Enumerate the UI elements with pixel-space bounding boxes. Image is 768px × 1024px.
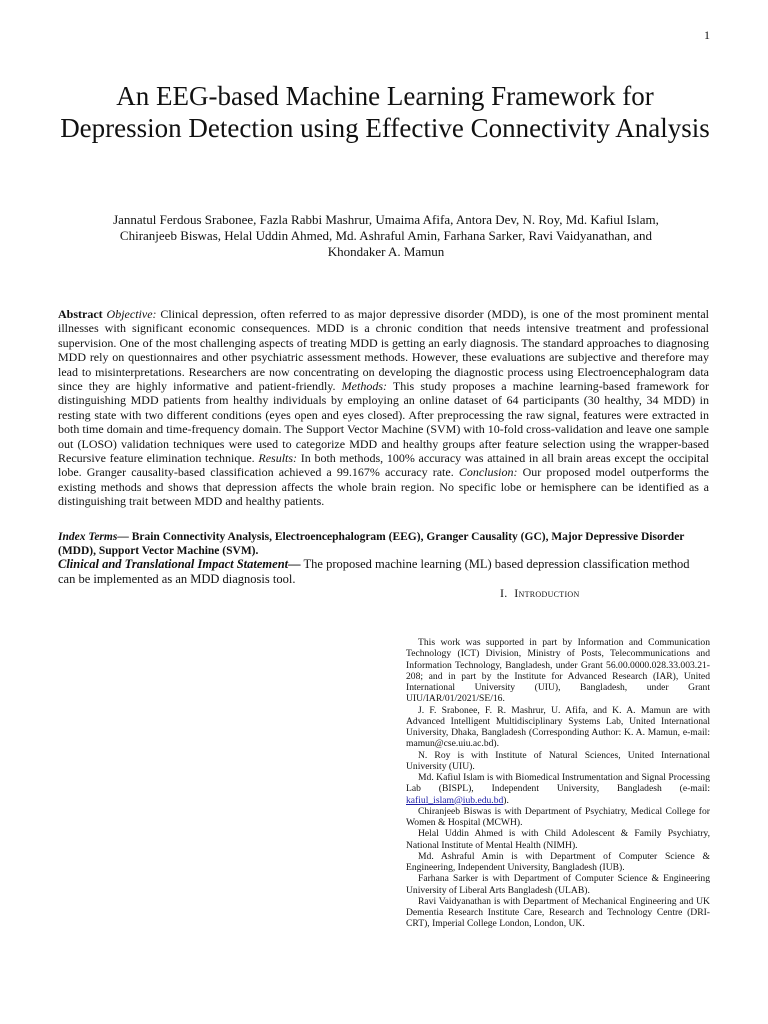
index-terms-label: Index Terms— (58, 531, 129, 543)
email-link[interactable]: kafiul_islam@iub.edu.bd (406, 794, 504, 806)
footnote-srabonee: J. F. Srabonee, F. R. Mashrur, U. Afifa, and K. A. Mamun are with Advanced Intelligent Multidisciplinary Systems Lab, United International University, Dhaka, Bangladesh (Corresponding Author: K. A. Mamun, e-mail: mamun@cse.uiu.ac.bd). (406, 704, 710, 750)
conclusion-label: Conclusion: (458, 465, 518, 480)
objective-text: Clinical depression, often referred to as major depressive disorder (MDD), is one of the most prominent mental illnesses with significant economic consequences. MDD is a chronic condition that needs intensive treatment and professional supervision. One of the most challenging aspects of treating MDD is getting an early diagnosis. The standard approaches to diagnosing MDD rely on questionnaires and other psychiatric assessment methods. However, these evaluations are subjective and therefore may lead to misinterpretations. Researchers are now concentrating on developing the diagnostic process using Electroencephalogram data since they are highly informative and patient-friendly. (58, 307, 710, 394)
index-terms-text: Brain Connectivity Analysis, Electroencephalogram (EEG), Granger Causality (GC), Major Depressive Disorder (MDD), Support Vector Machine (SVM). (58, 531, 685, 557)
abstract (58, 307, 709, 509)
footnote-amin: Md. Ashraful Amin is with Department of Computer Science & Engineering, Independent University, Bangladesh (IUB). (406, 850, 710, 873)
section-numeral: I. (500, 586, 508, 600)
objective-label: Objective: (106, 307, 157, 321)
impact-text: The proposed machine learning (ML) based depression classification method can be implemented as an MDD diagnosis tool. (58, 557, 690, 586)
footnote-islam-text: Md. Kafiul Islam is with Biomedical Instrumentation and Signal Processing Lab (BISPL), Independent University, Bangladesh (e-mail: (406, 772, 710, 795)
footnote-vaidyanathan: Ravi Vaidyanathan is with Department of Mechanical Engineering and UK Dementia Research Institute Care, Research and Technology Centre (DRI-CRT), Imperial College London, London, UK. (406, 895, 710, 930)
footnote-funding: This work was supported in part by Information and Communication Technology (ICT) Division, Ministry of Posts, Telecommunications and Information Technology, Bangladesh, under Grant 56.00.0000.028.33.003.21-208; and in part by the Institute for Advanced Research (IAR), United International University (UIU), Bangladesh, under Grant UIU/IAR/01/2021/SE/16. (406, 637, 710, 705)
index-terms (58, 531, 709, 558)
methods-label: Methods: (341, 379, 387, 394)
page-number: 1 (704, 28, 710, 42)
impact-label: Clinical and Translational Impact Statement— (58, 557, 301, 571)
section-heading-introduction (500, 586, 660, 600)
methods-text: This study proposes a machine learning-based framework for distinguishing MDD patients from healthy individuals by employing an online dataset of 64 participants (30 healthy, 34 MDD) in resting state with two different conditions (eyes open and eyes closed). After preprocessing the raw signal, features were extracted in both time domain and time-frequency domain. The Support Vector Machine (SVM) with 10-fold cross-validation and leave one sample out (LOSO) validation techniques were used to categorize MDD and healthy groups after feature selection using the wrapper-based Recursive feature elimination technique. (58, 379, 709, 466)
paper-title: An EEG-based Machine Learning Framework for Depression Detection using Effective Connectivity Analysis (60, 81, 710, 143)
footnote-ahmed: Helal Uddin Ahmed is with Child Adolescent & Family Psychiatry, National Institute of Mental Health (NIMH). (406, 828, 710, 851)
footnotes (406, 637, 710, 930)
author-list: Jannatul Ferdous Srabonee, Fazla Rabbi Mashrur, Umaima Afifa, Antora Dev, N. Roy, Md. Kafiul Islam, Chiranjeeb Biswas, Helal Uddin Ahmed, Md. Ashraful Amin, Farhana Sarker, Ravi Vaidyanathan, and Khondaker A. Mamun (113, 212, 659, 259)
results-label: Results: (258, 451, 298, 466)
footnote-sarker: Farhana Sarker is with Department of Computer Science & Engineering University of Liberal Arts Bangladesh (ULAB). (406, 873, 710, 896)
section-title: Introduction (514, 586, 580, 600)
footnote-biswas: Chiranjeeb Biswas is with Department of Psychiatry, Medical College for Women & Hospital (MCWH). (406, 805, 710, 828)
results-text: In both methods, 100% accuracy was attained in all brain areas except the occipital lobe. Granger causality-based classification achieved a 99.167% accuracy rate. (58, 451, 710, 480)
conclusion-text: Our proposed model outperforms the existing methods and shows that depression affects the whole brain region. No specific lobe or hemisphere can be identified as a distinguishing trait between MDD and healthy patients. (58, 465, 709, 509)
footnote-islam (406, 772, 710, 806)
abstract-heading: Abstract (58, 307, 103, 321)
footnote-islam-suffix: ). (503, 794, 509, 806)
impact-statement (58, 557, 709, 587)
footnote-roy: N. Roy is with Institute of Natural Sciences, United International University (UIU). (406, 749, 710, 772)
